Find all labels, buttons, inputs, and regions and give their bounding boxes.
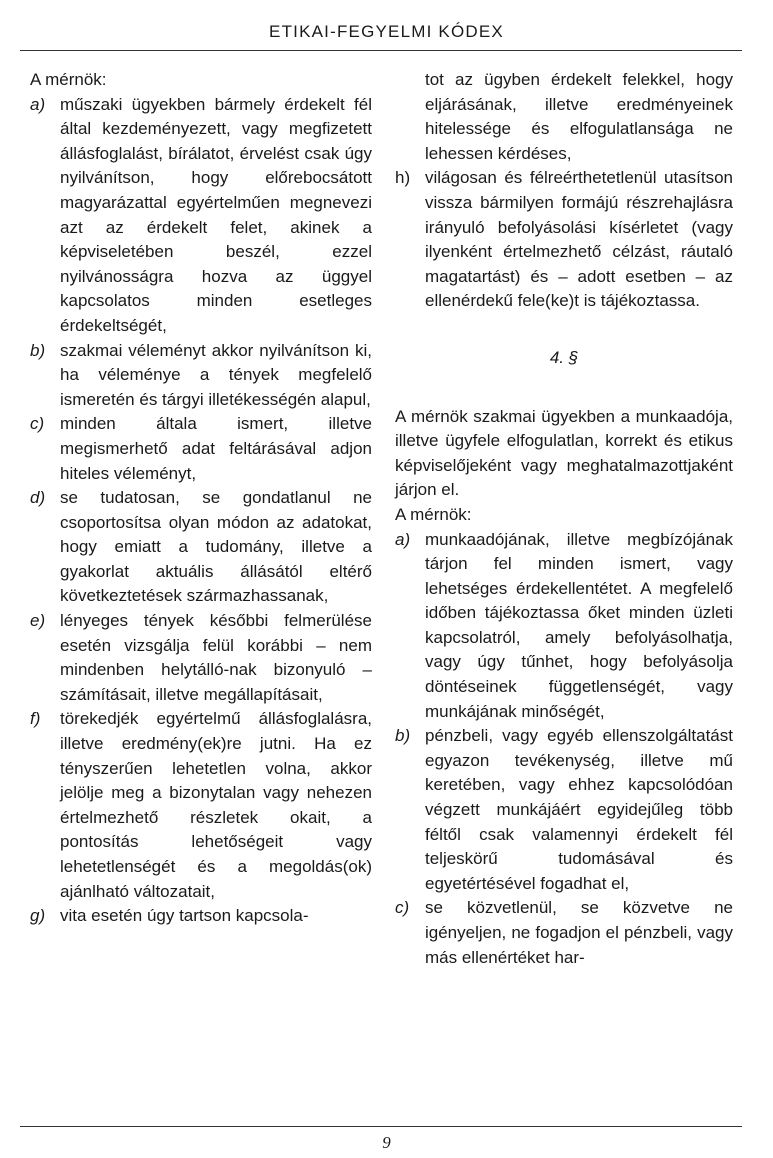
list-item-e xyxy=(30,609,372,707)
list-item-text: törekedjék egyértelmű állásfoglalásra, illetve eredmény(ek)re jutni. Ha ez tényszerűen lehetetlen volna, akkor jelölje meg a bizonytalan vagy nehezen értelmezhető részletek okait, a pontosítás lehetőségeit vagy lehetetlenségét és a megoldás(ok) ajánlható változatait, xyxy=(60,709,372,901)
list-item-text: se tudatosan, se gondatlanul ne csoportosítsa olyan módon az adatokat, hogy emiatt a tudomány, illetve a gyakorlat aktuális állásától eltérő következtetések származhassanak, xyxy=(60,488,372,606)
list-item-a xyxy=(395,528,733,725)
list-marker: h) xyxy=(395,168,411,188)
list-marker: d) xyxy=(30,488,46,508)
list-marker: f) xyxy=(30,709,41,729)
list-marker: c) xyxy=(30,414,45,434)
list-item-f xyxy=(30,707,372,904)
list-item-text: se közvetlenül, se közvetve ne igényeljen, ne fogadjon el pénzbeli, vagy más ellenértéket har- xyxy=(425,898,733,967)
continuation-text: tot az ügyben érdekelt felekkel, hogy eljárásának, illetve eredményeinek hitelessége és elfogulatlansága ne lehessen kérdéses, xyxy=(425,70,733,163)
list-item-text: minden általa ismert, illetve megismerhető adat feltárásával adjon hiteles véleményt, xyxy=(60,414,372,483)
list-item-c xyxy=(395,896,733,970)
section-heading: 4. § xyxy=(549,347,579,367)
list-item-c xyxy=(30,412,372,486)
list-item-text: műszaki ügyekben bármely érdekelt fél által kezdeményezett, vagy megfizetett állásfoglalást, bírálatot, érvelést csak úgy nyilvánítson, hogy előrebocsátott magyarázattal egyértelműen megnevezi azt az érdekelt felet, akinek a képviseletében beszél, ezzel nyilvánosságra hozva az üggyel kapcsolatos minden esetleges érdekeltségét, xyxy=(60,94,372,335)
list-item-text: lényeges tények későbbi felmerülése esetén vizsgálja felül korábbi – nem mindenben helytálló-nak bizonyuló – számításait, illetve megállapításait, xyxy=(60,611,372,704)
header-rule xyxy=(20,50,742,51)
list-item-b xyxy=(395,724,733,896)
list-marker: e) xyxy=(30,611,46,631)
list-item-g xyxy=(30,904,372,929)
list-marker: a) xyxy=(30,94,46,114)
list-marker: b) xyxy=(30,340,46,360)
list-item-text: világosan és félreérthetetlenül utasítson vissza bármilyen formájú részrehajlásra irányuló befolyásolási kísérletet (vagy ilyenként értelmezhető célzást, ráutaló magatartást) és – adott esetben – az ellenérdekű fele(ke)t is tájékoztassa. xyxy=(425,168,733,311)
list-item-text: vita esetén úgy tartson kapcsola- xyxy=(60,906,309,926)
list-item-text: munkaadójának, illetve megbízójának tárjon fel minden ismert, vagy lehetséges érdekellentétet. A megfelelő időben tájékoztassa őket minden üzleti kapcsolatról, amely befolyásolhatja, vagy úgy tűnhet, hogy befolyásolja döntéseinek függetlenségét, vagy munkájának minőségét, xyxy=(425,529,733,721)
list-marker: a) xyxy=(395,529,411,549)
right-column xyxy=(395,68,733,970)
list-item-d xyxy=(30,486,372,609)
list-item-text: szakmai véleményt akkor nyilvánítson ki, ha véleménye a tények megfelelő ismeretén és tárgyi illetékességén alapul, xyxy=(60,340,372,409)
list-marker: c) xyxy=(395,898,410,918)
page-number: 9 xyxy=(382,1133,391,1152)
right-intro: A mérnök: xyxy=(395,504,472,524)
section-paragraph: A mérnök szakmai ügyekben a munkaadója, illetve ügyfele elfogulatlan, korrekt és etikus képviselőjeként vagy meghatalmazottjaként járjon el. xyxy=(395,406,733,500)
list-item-h xyxy=(395,166,733,314)
left-column xyxy=(30,68,372,929)
list-marker: g) xyxy=(30,906,46,926)
list-item-text: pénzbeli, vagy egyéb ellenszolgáltatást egyazon tevékenység, illetve mű keretében, vagy ehhez kapcsolódóan végzett munkájáért egyidejűleg több féltől csak valamennyi érdekelt fél teljeskörű tudomásával és egyetértésével fogadhat el, xyxy=(425,726,733,893)
list-marker: b) xyxy=(395,726,411,746)
left-intro: A mérnök: xyxy=(30,70,107,89)
list-item-a xyxy=(30,93,372,339)
list-item-b xyxy=(30,339,372,413)
header-title: ETIKAI-FEGYELMI KÓDEX xyxy=(269,22,504,41)
footer-rule xyxy=(20,1126,742,1127)
